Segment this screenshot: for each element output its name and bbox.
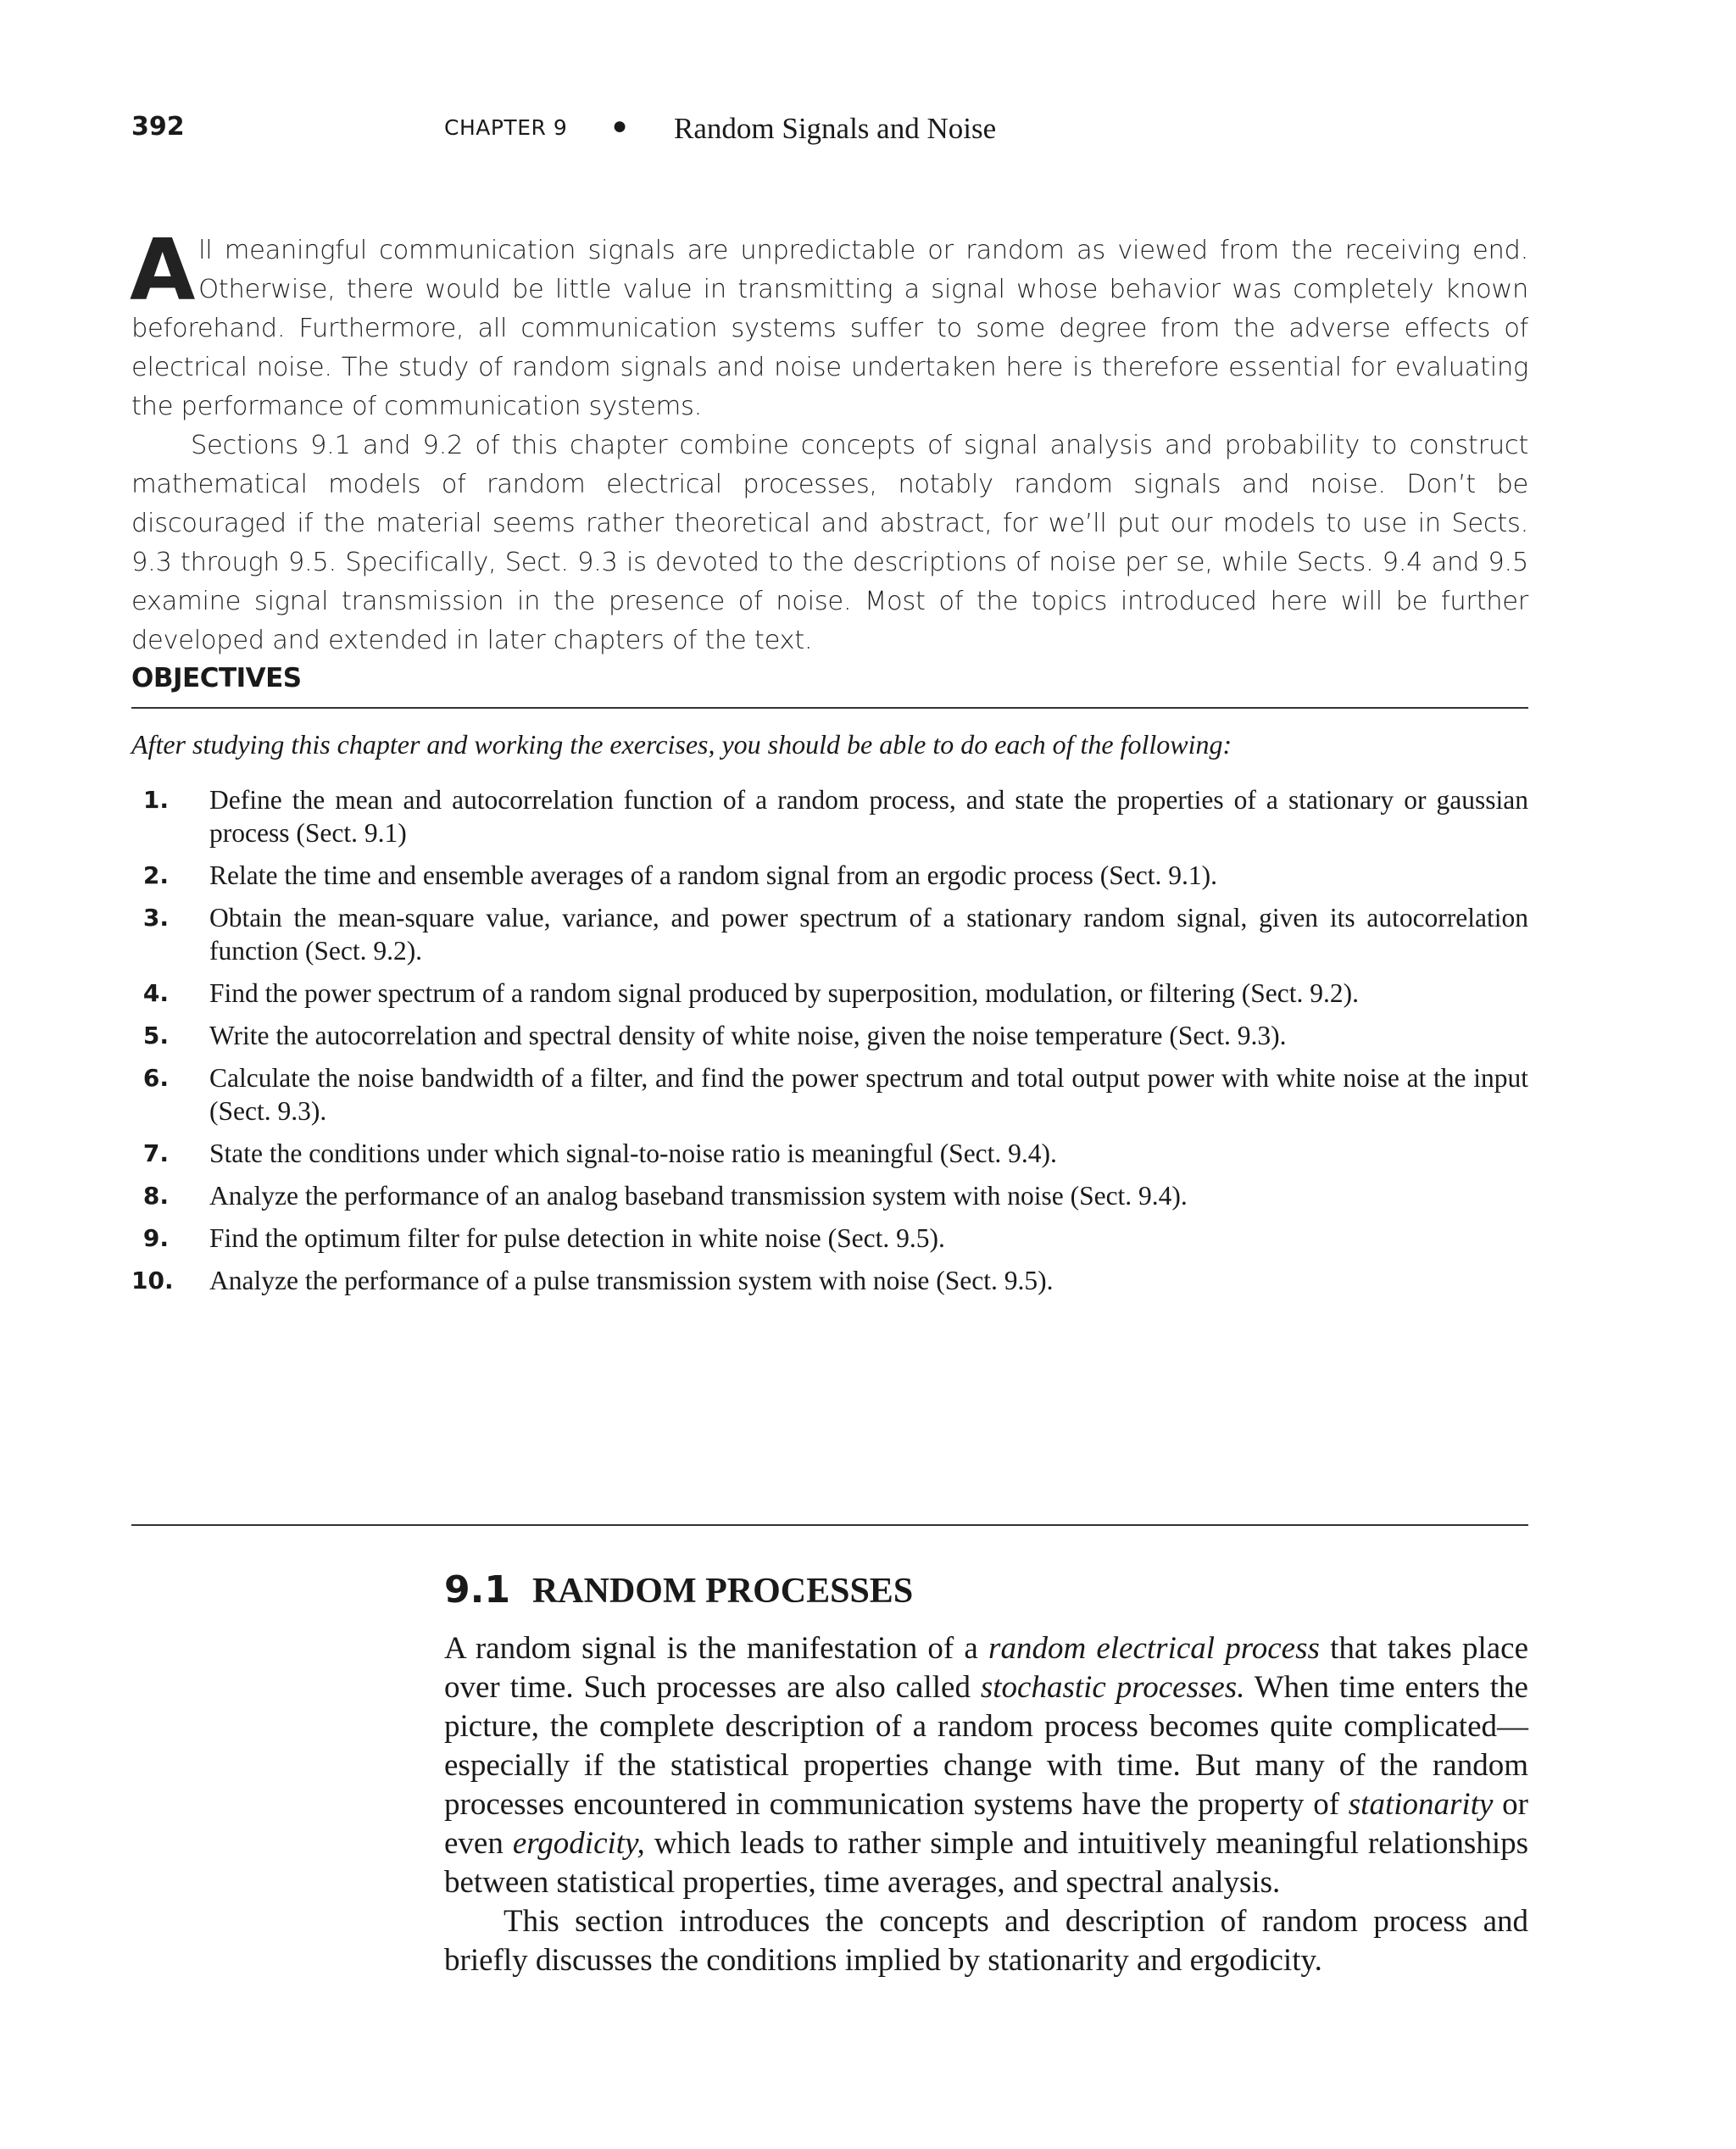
objective-number: 5.: [142, 1022, 169, 1049]
section-emphasis: random electrical process: [988, 1631, 1320, 1666]
objective-item: [131, 1264, 1528, 1297]
objective-number: 7.: [142, 1139, 169, 1167]
intro-paragraph-1: [130, 220, 1528, 426]
section-emphasis: stationarity: [1348, 1787, 1494, 1822]
objective-number: 2.: [142, 861, 169, 889]
objective-number: 8.: [142, 1182, 169, 1210]
objective-item: [131, 1222, 1528, 1255]
objective-number: 9.: [142, 1224, 169, 1252]
chapter-label: CHAPTER 9: [444, 115, 568, 140]
objective-item: [131, 859, 1528, 892]
objective-number: 3.: [142, 904, 169, 932]
objective-item: [131, 1061, 1528, 1127]
chapter-title: Random Signals and Noise: [674, 112, 997, 145]
section-text: A random signal is the manifestation of a: [444, 1631, 989, 1666]
objective-text: Obtain the mean-square value, variance, and power spectrum of a stationary random signal, given its autocorrelation function (Sect. 9.2).: [209, 903, 1528, 966]
objective-number: 1.: [142, 786, 169, 814]
objective-item: [131, 783, 1528, 849]
objective-text: Analyze the performance of a pulse transmission system with noise (Sect. 9.5).: [209, 1266, 1054, 1295]
intro-paragraph-1-text: ll meaningful communication signals are unpredictable or random as viewed from the receiving end. Otherwise, there would be little value in transmitting a signal whose behavior was completely known beforehand. Furthermore, all communication systems suffer to some degree from the adverse effects of electrical noise. The study of random signals and noise undertaken here is therefore essential for evaluating the performance of communication systems.: [131, 236, 1528, 421]
objective-text: Write the autocorrelation and spectral density of white noise, given the noise temperature (Sect. 9.3).: [209, 1021, 1287, 1050]
objective-number: 6.: [142, 1064, 169, 1092]
section-heading: [444, 1568, 913, 1612]
page-number: 392: [131, 112, 185, 142]
objective-text: Calculate the noise bandwidth of a filter, and find the power spectrum and total output power with white noise at the input (Sect. 9.3).: [209, 1063, 1528, 1126]
objective-number: 4.: [142, 979, 169, 1007]
section-text: which leads to rather simple and intuitively meaningful relationships between statistical properties, time averages, and spectral analysis.: [444, 1826, 1528, 1900]
section-text: or even: [444, 1787, 1528, 1861]
objective-text: Analyze the performance of an analog baseband transmission system with noise (Sect. 9.4).: [209, 1181, 1188, 1211]
section-number: 9.1: [444, 1568, 510, 1612]
objective-text: Relate the time and ensemble averages of a random signal from an ergodic process (Sect. 9.1).: [209, 860, 1218, 890]
intro-paragraph-2: Sections 9.1 and 9.2 of this chapter combine concepts of signal analysis and probability to construct mathematical models of random electrical processes, notably random signals and noise. Don’t be discouraged if the material seems rather theoretical and abstract, for we’ll put our models to use in Sects. 9.3 through 9.5. Specifically, Sect. 9.3 is devoted to the descriptions of noise per se, while Sects. 9.4 and 9.5 examine signal transmission in the presence of noise. Most of the topics introduced here will be further developed and extended in later chapters of the text.: [131, 431, 1528, 655]
section-text: that takes place over time. Such processes are also called: [444, 1631, 1528, 1705]
section-title: RANDOM PROCESSES: [531, 1572, 914, 1611]
objective-text: Find the optimum filter for pulse detection in white noise (Sect. 9.5).: [209, 1223, 945, 1253]
section-paragraph-2: This section introduces the concepts and description of random process and briefly discusses the conditions implied by stationarity and ergodicity.: [444, 1904, 1528, 1978]
section-divider-rule: [131, 1524, 1528, 1526]
objectives-rule: [131, 707, 1528, 709]
section-emphasis: stochastic processes.: [980, 1670, 1245, 1705]
objective-text: Find the power spectrum of a random signal produced by superposition, modulation, or filtering (Sect. 9.2).: [209, 978, 1359, 1008]
header-bullet-icon: ●: [612, 112, 628, 140]
objectives-list: [131, 783, 1528, 1306]
objectives-intro: After studying this chapter and working the exercises, you should be able to do each of the following:: [131, 729, 1232, 760]
chapter-intro: [130, 220, 1528, 660]
objective-item: [131, 977, 1528, 1010]
objective-item: [131, 1019, 1528, 1052]
page-header: [0, 112, 1736, 146]
objective-item: [131, 901, 1528, 967]
section-body: [444, 1629, 1528, 1980]
objectives-heading: OBJECTIVES: [131, 663, 302, 693]
objective-number: 10.: [131, 1267, 174, 1294]
drop-cap: A: [130, 220, 196, 320]
objective-item: [131, 1179, 1528, 1212]
objective-text: Define the mean and autocorrelation function of a random process, and state the properties of a stationary or gaussian process (Sect. 9.1): [209, 785, 1528, 848]
objective-item: [131, 1137, 1528, 1170]
section-paragraph-1: [444, 1629, 1528, 1902]
objective-text: State the conditions under which signal-to-noise ratio is meaningful (Sect. 9.4).: [209, 1139, 1057, 1168]
section-text: When time enters the picture, the complete description of a random process becomes quite complicated—especially if the statistical properties change with time. But many of the random processes encountered in communication systems have the property of: [444, 1670, 1528, 1822]
section-emphasis: ergodicity,: [512, 1826, 645, 1861]
